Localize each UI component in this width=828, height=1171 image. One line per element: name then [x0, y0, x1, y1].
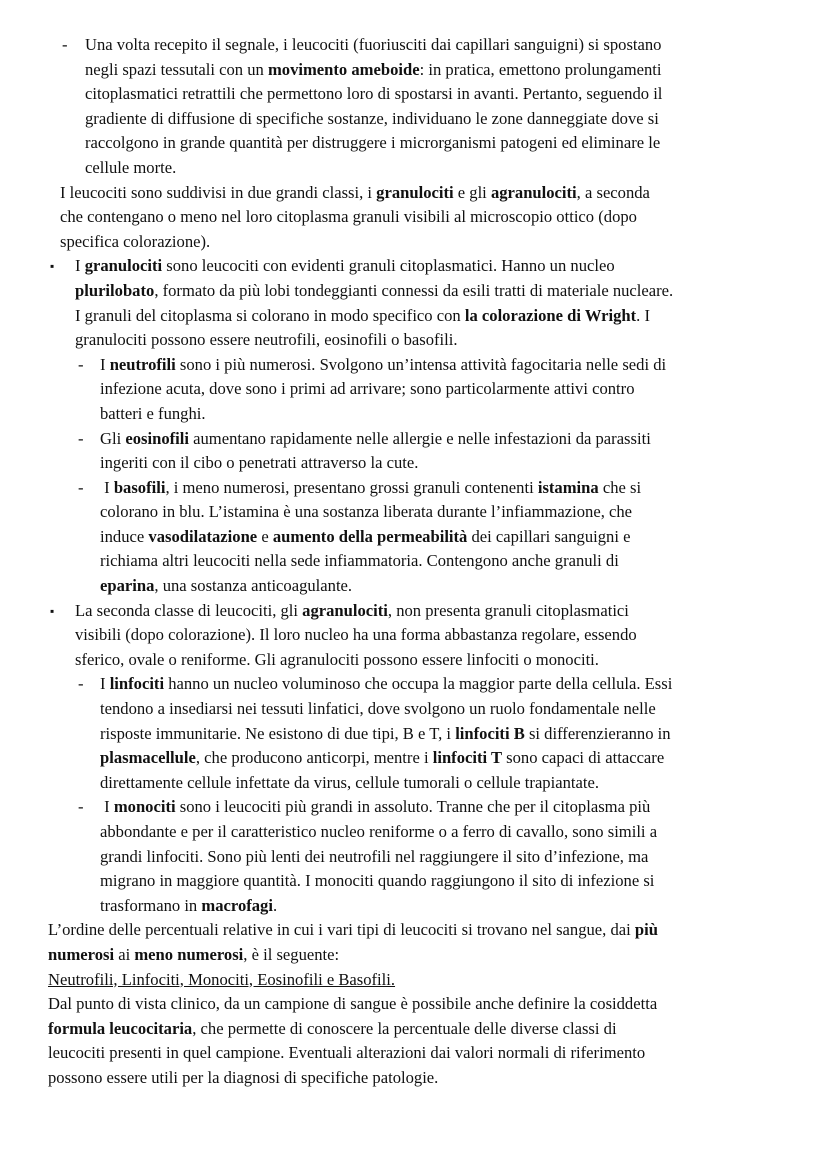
- text-run: che contengano o meno nel loro citoplasma granuli visibili al microscopio ottico (dopo: [60, 207, 637, 227]
- bold-term: movimento ameboide: [267, 59, 420, 79]
- text-run: abbondante e per il caratteristico nucleo reniforme o a ferro di cavallo, sono simili a: [100, 822, 658, 841]
- text-run: migrano in maggiore quantità. I monociti quando raggiungono il sito di infezione si: [100, 871, 655, 891]
- bold-term: più: [634, 920, 658, 940]
- text-run: raccolgono in grande quantità per distruggere i microrganismi patogeni ed eliminare le: [85, 133, 661, 153]
- text-run: , a seconda: [576, 182, 650, 202]
- text-line: [0, 427, 828, 452]
- text-run: I: [75, 256, 85, 276]
- text-line: [0, 1066, 828, 1091]
- bullet-item: [0, 254, 828, 352]
- text-line: [0, 771, 828, 796]
- text-run: tendono a insediarsi nei tessuti linfatici, dove svolgono un ruolo fondamentale nelle: [100, 699, 656, 719]
- text-line: [0, 205, 828, 230]
- dash-marker: -: [78, 797, 84, 817]
- bold-term: eparina: [100, 576, 155, 596]
- bold-term: linfociti B: [455, 723, 525, 743]
- text-run: , formato da più lobi tondeggianti connessi da esili tratti di materiale nucleare.: [154, 280, 674, 300]
- text-run: e gli: [453, 182, 491, 202]
- text-line: [0, 525, 828, 550]
- dash-marker: -: [78, 674, 84, 694]
- text-run: infezione acuta, dove sono i primi ad arrivare; sono particolarmente attivi contro: [100, 379, 635, 399]
- text-line: [0, 82, 828, 107]
- text-run: grandi linfociti. Sono più lenti dei neutrofili nel raggiungere il sito d’infezione, ma: [100, 846, 649, 866]
- text-run: dei capillari sanguigni e: [467, 526, 631, 546]
- text-run: visibili (dopo colorazione). Il loro nucleo ha una forma abbastanza regolare, essendo: [75, 625, 637, 645]
- text-line: [0, 254, 828, 279]
- bold-term: numerosi: [48, 944, 115, 964]
- text-run: si differenzieranno in: [524, 723, 671, 743]
- text-run: colorano in blu. L’istamina è una sostanza liberata durante l’infiammazione, che: [100, 502, 633, 522]
- bold-term: basofili: [113, 477, 166, 497]
- text-line: [0, 304, 828, 329]
- text-run: leucociti presenti in quel campione. Eventuali alterazioni dai valori normali di riferimento: [48, 1043, 646, 1063]
- text-run: I: [100, 354, 110, 374]
- text-run: ai: [114, 944, 135, 964]
- text-run: , che permette di conoscere la percentuale delle diverse classi di: [192, 1018, 617, 1038]
- text-run: I: [100, 674, 110, 694]
- bold-term: monociti: [113, 797, 176, 817]
- text-run: trasformano in: [100, 895, 202, 915]
- dash-list-item: [0, 33, 828, 181]
- text-run: . I: [636, 305, 650, 325]
- paragraph: [0, 181, 828, 255]
- bold-term: plurilobato: [75, 280, 155, 300]
- bold-term: neutrofili: [109, 354, 176, 374]
- text-line: [0, 599, 828, 624]
- text-line: [0, 500, 828, 525]
- text-run: Dal punto di vista clinico, da un campione di sangue è possibile anche definire la cosiddetta: [48, 994, 658, 1014]
- text-run: sono capaci di attaccare: [502, 748, 665, 768]
- bold-term: eosinofili: [125, 428, 189, 448]
- bullet-item: [0, 599, 828, 673]
- bullet-marker: ▪: [50, 259, 55, 274]
- text-run: , non presenta granuli citoplasmatici: [387, 600, 629, 620]
- text-run: Gli: [100, 428, 126, 448]
- text-run: sono leucociti con evidenti granuli citoplasmatici. Hanno un nucleo: [162, 256, 615, 276]
- bold-term: istamina: [537, 477, 599, 497]
- text-line: [0, 992, 828, 1017]
- text-line: [0, 58, 828, 83]
- dash-list-item: [0, 672, 828, 795]
- text-run: granulociti possono essere neutrofili, eosinofili o basofili.: [75, 330, 458, 350]
- text-line: [0, 549, 828, 574]
- text-run: : in pratica, emettono prolungamenti: [419, 59, 662, 79]
- text-run: negli spazi tessutali con un: [85, 59, 268, 79]
- text-run: richiama altri leucociti nella sede infiammatoria. Contengono anche granuli di: [100, 551, 619, 571]
- bullet-marker: ▪: [50, 603, 55, 618]
- text-run: che si: [598, 477, 642, 497]
- text-line: [0, 722, 828, 747]
- text-run: direttamente cellule infettate da virus, cellule tumorali o cellule trapiantate.: [100, 772, 599, 792]
- text-run: , è il seguente:: [243, 944, 340, 964]
- text-run: I leucociti sono suddivisi in due grandi classi, i: [60, 182, 377, 202]
- text-run: induce: [100, 526, 149, 546]
- text-line: [0, 894, 828, 919]
- text-line: [0, 402, 828, 427]
- bold-term: agranulociti: [490, 182, 577, 202]
- bold-term: plasmacellule: [100, 748, 196, 768]
- document-page: [0, 33, 828, 1091]
- bold-term: agranulociti: [302, 600, 388, 620]
- dash-list-item: [0, 476, 828, 599]
- text-line: [0, 377, 828, 402]
- text-line: [0, 746, 828, 771]
- bold-term: la colorazione di Wright: [464, 305, 637, 325]
- bold-term: vasodilatazione: [148, 526, 258, 546]
- text-run: Una volta recepito il segnale, i leucociti (fuoriusciti dai capillari sanguigni) si spostano: [85, 35, 662, 54]
- text-line: [0, 968, 828, 993]
- bold-term: meno numerosi: [134, 944, 244, 964]
- text-line: [0, 672, 828, 697]
- dash-marker: -: [78, 477, 84, 497]
- dash-marker: -: [78, 354, 84, 374]
- text-line: [0, 1017, 828, 1042]
- text-run: gradiente di diffusione di specifiche sostanze, individuano le zone danneggiate dove si: [85, 108, 659, 128]
- text-line: [0, 697, 828, 722]
- dash-list-item: [0, 353, 828, 427]
- text-line: [0, 918, 828, 943]
- text-run: hanno un nucleo voluminoso che occupa la maggior parte della cellula. Essi: [164, 674, 673, 694]
- text-run: sono i leucociti più grandi in assoluto. Tranne che per il citoplasma più: [175, 797, 651, 817]
- bold-term: aumento della permeabilità: [272, 526, 468, 546]
- text-run: citoplasmatici retrattili che permettono loro di spostarsi in avanti. Pertanto, seguendo il: [85, 84, 663, 104]
- text-line: [0, 230, 828, 255]
- text-line: [0, 845, 828, 870]
- text-run: I granuli del citoplasma si colorano in modo specifico con: [75, 305, 465, 325]
- text-line: [0, 795, 828, 820]
- text-run: , che producono anticorpi, mentre i: [195, 748, 433, 768]
- text-run: La seconda classe di leucociti, gli: [75, 600, 303, 620]
- text-run: , i meno numerosi, presentano grossi granuli contenenti: [165, 477, 538, 497]
- paragraph: [0, 918, 828, 1090]
- text-line: [0, 476, 828, 501]
- text-line: [0, 33, 828, 58]
- text-line: [0, 353, 828, 378]
- text-line: [0, 623, 828, 648]
- text-run: sferico, ovale o reniforme. Gli agranulociti possono essere linfociti o monociti.: [75, 649, 599, 669]
- dash-list-item: [0, 795, 828, 918]
- dash-marker: -: [78, 428, 84, 448]
- text-run: , una sostanza anticoagulante.: [154, 576, 353, 596]
- text-run: I: [100, 797, 114, 817]
- dash-list-item: [0, 427, 828, 476]
- bold-term: granulociti: [84, 256, 163, 276]
- bold-term: linfociti T: [432, 748, 503, 768]
- text-run: L’ordine delle percentuali relative in cui i vari tipi di leucociti si trovano nel sangue, dai: [48, 920, 635, 940]
- bold-term: linfociti: [109, 674, 165, 694]
- text-run: e: [257, 526, 273, 546]
- text-run: possono essere utili per la diagnosi di specifiche patologie.: [48, 1067, 439, 1087]
- text-line: [0, 451, 828, 476]
- text-line: [0, 648, 828, 673]
- bold-term: granulociti: [376, 182, 454, 202]
- bold-term: formula leucocitaria: [48, 1018, 193, 1038]
- text-line: [0, 328, 828, 353]
- text-line: [0, 820, 828, 845]
- text-line: [0, 943, 828, 968]
- text-line: [0, 181, 828, 206]
- text-line: [0, 279, 828, 304]
- text-line: [0, 1041, 828, 1066]
- text-run: risposte immunitarie. Ne esistono di due tipi, B e T, i: [100, 723, 456, 743]
- underlined-text: Neutrofili, Linfociti, Monociti, Eosinofili e Basofili.: [48, 969, 396, 989]
- text-run: sono i più numerosi. Svolgono un’intensa attività fagocitaria nelle sedi di: [175, 354, 667, 374]
- text-line: [0, 131, 828, 156]
- text-run: specifica colorazione).: [60, 231, 211, 251]
- text-run: I: [100, 477, 114, 497]
- text-line: [0, 869, 828, 894]
- dash-marker: -: [62, 35, 68, 54]
- bold-term: macrofagi: [201, 895, 273, 915]
- text-run: aumentano rapidamente nelle allergie e nelle infestazioni da parassiti: [188, 428, 651, 448]
- text-line: [0, 107, 828, 132]
- text-line: [0, 156, 828, 181]
- text-line: [0, 574, 828, 599]
- text-run: batteri e funghi.: [100, 403, 206, 423]
- text-run: .: [272, 895, 278, 915]
- text-run: cellule morte.: [85, 157, 177, 177]
- text-run: ingeriti con il cibo o penetrati attraverso la cute.: [100, 453, 419, 473]
